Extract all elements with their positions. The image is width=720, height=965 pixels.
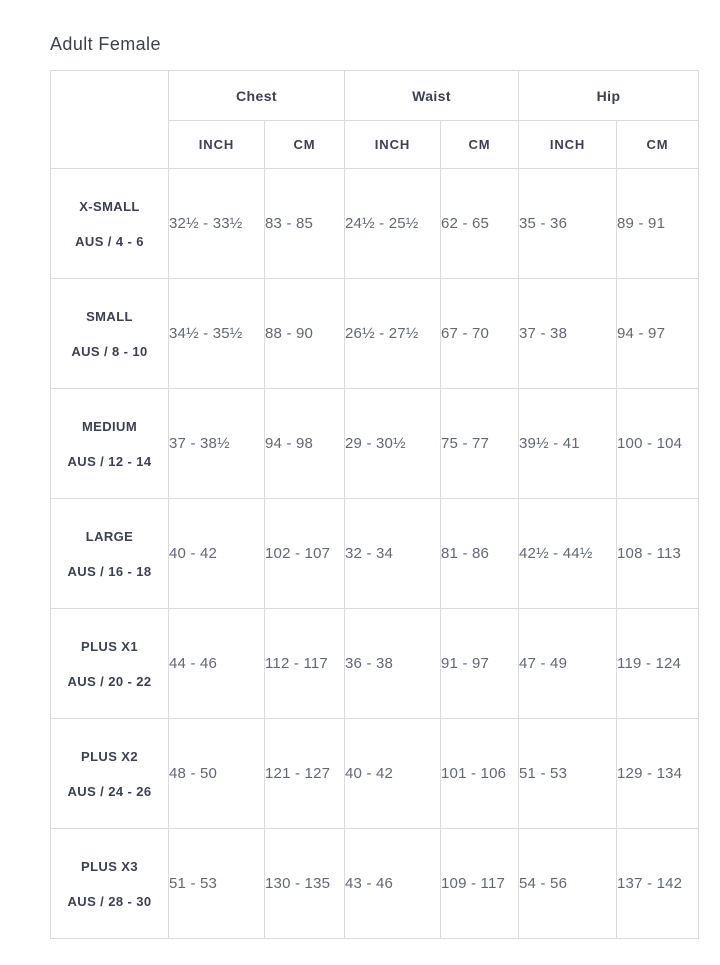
column-group-hip: Hip: [519, 71, 699, 121]
measurement-cell: 43 - 46: [345, 829, 441, 939]
size-aus-range: AUS / 4 - 6: [75, 233, 144, 249]
measurement-cell: 54 - 56: [519, 829, 617, 939]
size-aus-range: AUS / 16 - 18: [67, 563, 152, 579]
size-label-cell: [51, 719, 169, 829]
unit-header-chest-inch: INCH: [169, 121, 265, 169]
measurement-cell: 89 - 91: [617, 169, 699, 279]
table-row: [51, 719, 699, 829]
measurement-cell: 75 - 77: [441, 389, 519, 499]
measurement-cell: 130 - 135: [265, 829, 345, 939]
measurement-cell: 109 - 117: [441, 829, 519, 939]
size-chart-table: [50, 70, 699, 939]
unit-header-chest-cm: CM: [265, 121, 345, 169]
size-name: X-SMALL: [79, 198, 140, 214]
measurement-cell: 112 - 117: [265, 609, 345, 719]
size-name: MEDIUM: [81, 418, 138, 434]
size-table-body: [51, 169, 699, 939]
measurement-cell: 67 - 70: [441, 279, 519, 389]
measurement-cell: 129 - 134: [617, 719, 699, 829]
size-aus-range: AUS / 24 - 26: [67, 783, 152, 799]
measurement-cell: 83 - 85: [265, 169, 345, 279]
measurement-cell: 32½ - 33½: [169, 169, 265, 279]
measurement-cell: 108 - 113: [617, 499, 699, 609]
size-label-cell: [51, 499, 169, 609]
measurement-cell: 36 - 38: [345, 609, 441, 719]
table-row: [51, 279, 699, 389]
table-row: [51, 829, 699, 939]
size-name: PLUS X2: [81, 748, 138, 764]
table-header: [51, 71, 699, 169]
measurement-cell: 24½ - 25½: [345, 169, 441, 279]
size-name: PLUS X1: [81, 638, 138, 654]
measurement-cell: 34½ - 35½: [169, 279, 265, 389]
measurement-cell: 44 - 46: [169, 609, 265, 719]
measurement-cell: 32 - 34: [345, 499, 441, 609]
measurement-cell: 91 - 97: [441, 609, 519, 719]
measurement-cell: 121 - 127: [265, 719, 345, 829]
unit-header-waist-inch: INCH: [345, 121, 441, 169]
measurement-cell: 39½ - 41: [519, 389, 617, 499]
size-aus-range: AUS / 28 - 30: [67, 893, 152, 909]
table-row: [51, 389, 699, 499]
measurement-cell: 88 - 90: [265, 279, 345, 389]
measurement-cell: 47 - 49: [519, 609, 617, 719]
table-row: [51, 609, 699, 719]
measurement-cell: 94 - 97: [617, 279, 699, 389]
group-header-row: [51, 71, 699, 121]
size-label-cell: [51, 829, 169, 939]
measurement-cell: 37 - 38½: [169, 389, 265, 499]
unit-header-hip-cm: CM: [617, 121, 699, 169]
size-name: PLUS X3: [81, 858, 138, 874]
header-spacer-cell: [51, 71, 169, 169]
measurement-cell: 94 - 98: [265, 389, 345, 499]
column-group-chest: Chest: [169, 71, 345, 121]
size-name: LARGE: [85, 528, 134, 544]
measurement-cell: 26½ - 27½: [345, 279, 441, 389]
page-title: Adult Female: [50, 34, 161, 54]
size-label-cell: [51, 169, 169, 279]
size-name: SMALL: [86, 308, 133, 324]
unit-header-hip-inch: INCH: [519, 121, 617, 169]
measurement-cell: 40 - 42: [345, 719, 441, 829]
measurement-cell: 51 - 53: [519, 719, 617, 829]
size-aus-range: AUS / 8 - 10: [71, 343, 148, 359]
unit-header-waist-cm: CM: [441, 121, 519, 169]
table-row: [51, 499, 699, 609]
measurement-cell: 51 - 53: [169, 829, 265, 939]
measurement-cell: 40 - 42: [169, 499, 265, 609]
measurement-cell: 35 - 36: [519, 169, 617, 279]
measurement-cell: 62 - 65: [441, 169, 519, 279]
measurement-cell: 81 - 86: [441, 499, 519, 609]
measurement-cell: 101 - 106: [441, 719, 519, 829]
measurement-cell: 37 - 38: [519, 279, 617, 389]
size-label-cell: [51, 279, 169, 389]
measurement-cell: 48 - 50: [169, 719, 265, 829]
table-row: [51, 169, 699, 279]
size-label-cell: [51, 389, 169, 499]
measurement-cell: 42½ - 44½: [519, 499, 617, 609]
size-aus-range: AUS / 20 - 22: [67, 673, 152, 689]
measurement-cell: 29 - 30½: [345, 389, 441, 499]
measurement-cell: 102 - 107: [265, 499, 345, 609]
column-group-waist: Waist: [345, 71, 519, 121]
measurement-cell: 100 - 104: [617, 389, 699, 499]
measurement-cell: 119 - 124: [617, 609, 699, 719]
measurement-cell: 137 - 142: [617, 829, 699, 939]
size-label-cell: [51, 609, 169, 719]
size-aus-range: AUS / 12 - 14: [67, 453, 152, 469]
